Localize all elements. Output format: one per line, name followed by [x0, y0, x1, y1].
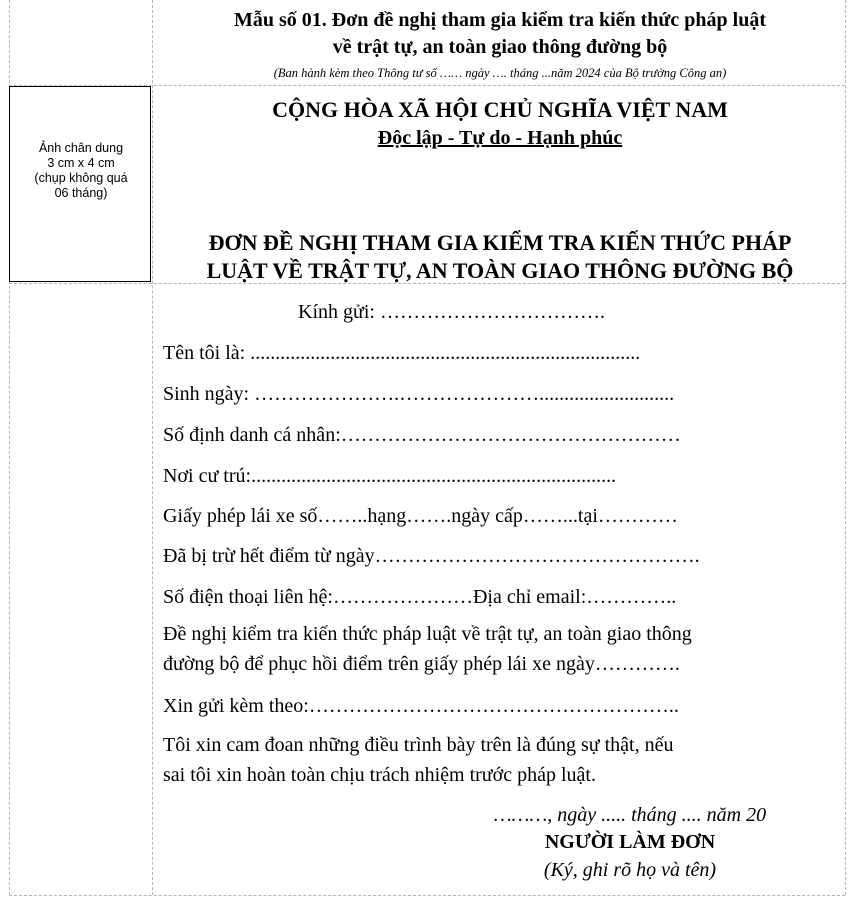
signature-date-line[interactable]: ………, ngày ..... tháng .... năm 20 — [493, 804, 767, 826]
national-motto-wrap — [155, 126, 845, 150]
photo-caption-line: 06 tháng) — [54, 186, 108, 200]
national-name: CỘNG HÒA XÃ HỘI CHỦ NGHĨA VIỆT NAM — [272, 97, 728, 122]
request-line2[interactable]: đường bộ để phục hồi điểm trên giấy phép lái xe ngày…………. — [163, 653, 680, 675]
residence-field[interactable]: Nơi cư trú:......................................................................... — [163, 465, 617, 487]
form-title-line2: về trật tự, an toàn giao thông đường bộ — [332, 36, 668, 58]
issued-by-note: (Ban hành kèm theo Thông tư số …… ngày …. tháng ...năm 2024 của Bộ trưởng Công an) — [273, 66, 727, 80]
signer-label: NGƯỜI LÀM ĐƠN — [544, 831, 716, 853]
attachments-field[interactable]: Xin gửi kèm theo:……………………………………………….. — [163, 695, 679, 717]
license-field[interactable]: Giấy phép lái xe số……..hạng…….ngày cấp……...tại………… — [163, 505, 678, 527]
id-number-field[interactable]: Số định danh cá nhân:…………………………………………… — [163, 424, 681, 446]
photo-caption-line: Ảnh chân dung — [38, 141, 124, 155]
photo-caption-line: (chụp không quá — [34, 171, 128, 185]
signature-instruction: (Ký, ghi rõ họ và tên) — [543, 859, 717, 881]
points-deducted-field[interactable]: Đã bị trừ hết điểm từ ngày…………………………………………. — [163, 545, 700, 567]
table-divider-vertical — [152, 0, 153, 895]
table-border-bottom — [9, 895, 845, 896]
dob-field[interactable]: Sinh ngày: ………………….…………………........................... — [163, 383, 675, 405]
photo-caption-line: 3 cm x 4 cm — [47, 156, 115, 170]
application-title-line1: ĐƠN ĐỀ NGHỊ THAM GIA KIỂM TRA KIẾN THỨC PHÁP — [208, 230, 792, 255]
commitment-line2: sai tôi xin hoàn toàn chịu trách nhiệm trước pháp luật. — [163, 764, 596, 786]
name-field[interactable]: Tên tôi là: .............................................................................. — [163, 342, 641, 364]
form-title-line1: Mẫu số 01. Đơn đề nghị tham gia kiểm tra kiến thức pháp luật — [233, 9, 767, 31]
portrait-photo-caption — [10, 141, 152, 201]
table-border-right — [845, 0, 846, 895]
commitment-line1: Tôi xin cam đoan những điều trình bày trên là đúng sự thật, nếu — [163, 734, 674, 756]
portrait-photo-box — [9, 86, 151, 282]
request-line1: Đề nghị kiểm tra kiến thức pháp luật về trật tự, an toàn giao thông — [163, 623, 692, 645]
recipient-field[interactable]: Kính gửi: ……………………………. — [298, 301, 605, 323]
contact-field[interactable]: Số điện thoại liên hệ:…………………Địa chỉ email:………….. — [163, 586, 677, 608]
national-motto: Độc lập - Tự do - Hạnh phúc — [377, 127, 623, 149]
application-title-line2: LUẬT VỀ TRẬT TỰ, AN TOÀN GIAO THÔNG ĐƯỜNG BỘ — [206, 258, 794, 283]
